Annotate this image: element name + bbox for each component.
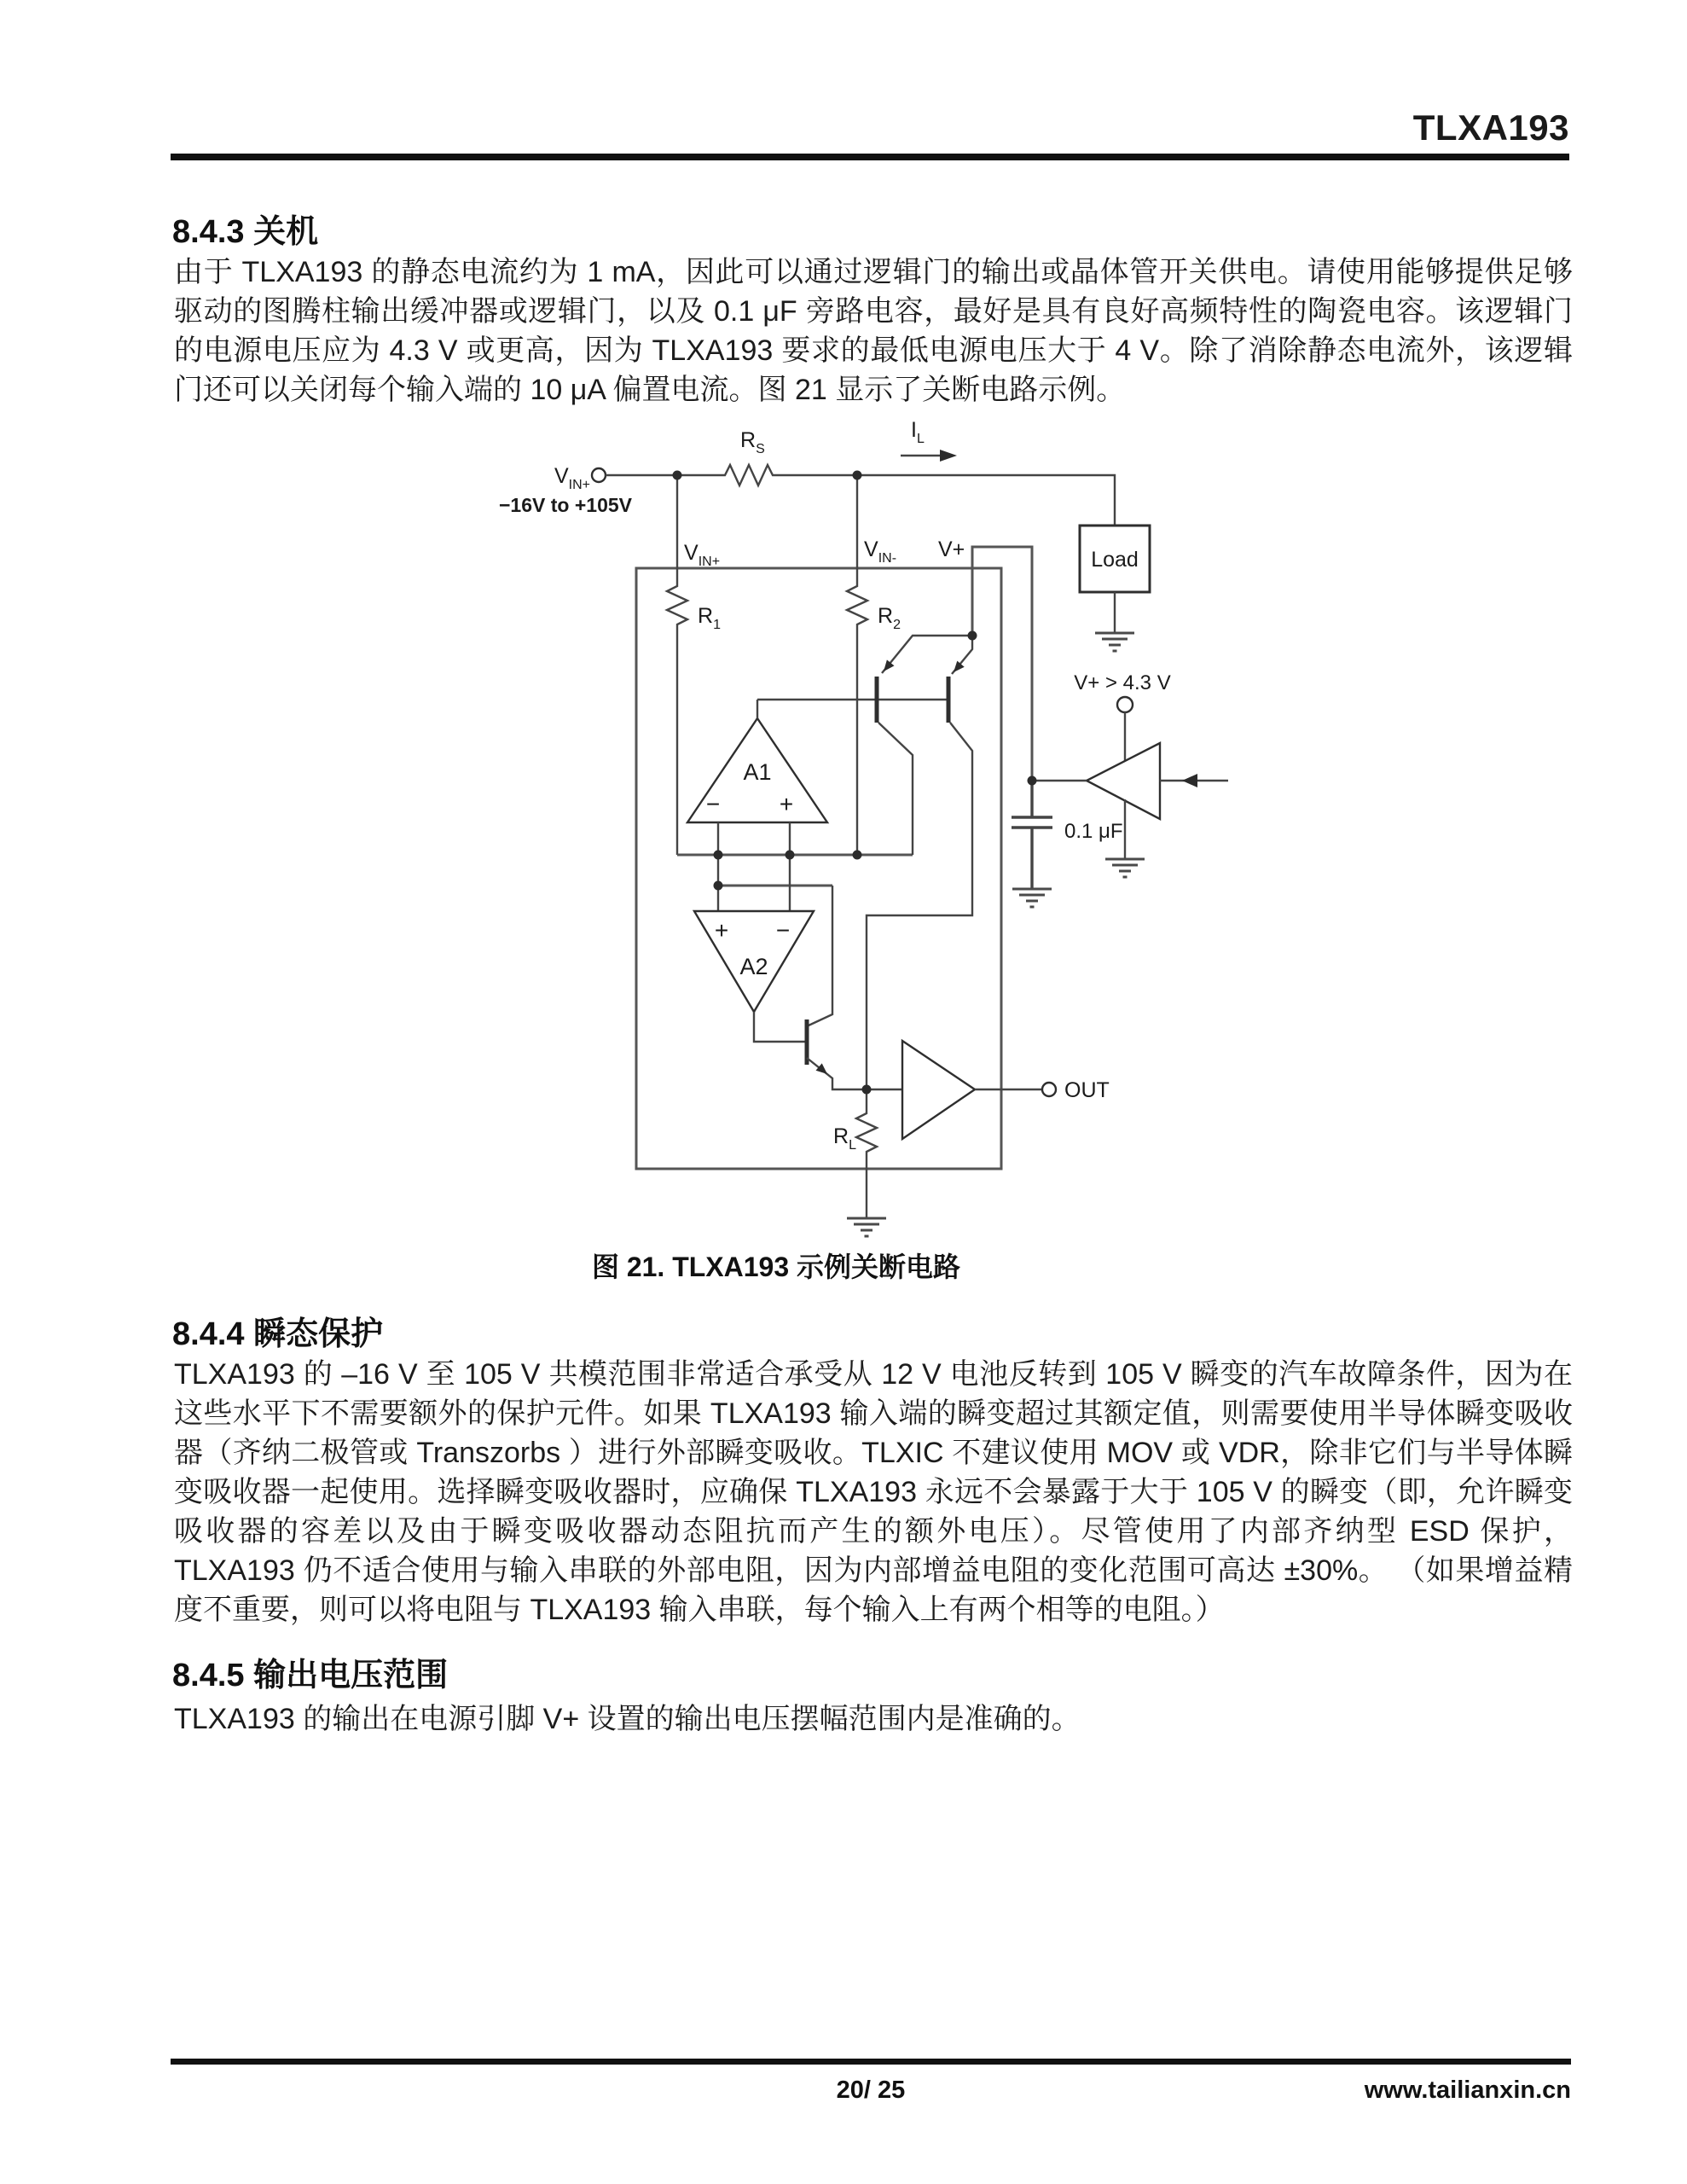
- label-a2-plus: +: [714, 917, 729, 944]
- label-vin-terminal: $V_{IN+}$: [554, 464, 590, 492]
- out-terminal-circle: [1042, 1083, 1056, 1096]
- logic-gate-triangle: [1087, 743, 1160, 819]
- label-a2: A2: [739, 954, 768, 979]
- resistor-rs: [716, 465, 783, 485]
- label-rl: $R_L$: [833, 1124, 856, 1153]
- wire-q3-collector: [809, 886, 832, 1025]
- section-heading-844: 8.4.4 瞬态保护: [172, 1316, 384, 1352]
- branch-r1: [667, 475, 687, 855]
- output-buffer-triangle: [902, 1041, 975, 1139]
- figure-caption: 图 21. TLXA193 示例关断电路: [591, 1252, 961, 1282]
- resistor-rl: [856, 1089, 877, 1218]
- figure-shutdown-circuit: [478, 410, 1245, 1246]
- label-vin-plus: $V_{IN+}$: [684, 541, 721, 569]
- npn-emitter-arrow-icon: [816, 1063, 828, 1074]
- vin-terminal-circle: [592, 468, 606, 482]
- wire-q3-emitter: [807, 1058, 867, 1089]
- ground-symbol-load: [1095, 633, 1134, 651]
- label-il: $I_L$: [911, 418, 925, 446]
- footer-rule: [171, 2059, 1571, 2065]
- label-r2: $R_2$: [878, 604, 901, 632]
- section-body-843: 由于 TLXA193 的静态电流约为 1 mA，因此可以通过逻辑门的输出或晶体管开关供电。请使用能够提供足够驱动的图腾柱输出缓冲器或逻辑门，以及 0.1 μF 旁路电容，最好是具有良好高频特性的陶瓷电容。该逻辑门的电源电压应为 4.3 V 或更高，因为 TLXA193 要求的最低电源电压大于 4 V。除了消除静态电流外，该逻辑门还可以关闭每个输入端的 10 μA 偏置电流。图 21 显示了关断电路示例。: [174, 256, 1573, 406]
- page-title: TLXA193: [1412, 107, 1569, 148]
- label-rs: $R_S$: [740, 428, 765, 456]
- label-vplus-min: V+ > 4.3 V: [1074, 671, 1171, 694]
- section-heading-843: 8.4.3 关机: [172, 214, 319, 250]
- ground-symbol-rl: [847, 1218, 886, 1236]
- label-load: Load: [1091, 548, 1139, 572]
- gate-input-arrow-icon: [1182, 774, 1197, 787]
- pnp-right-emitter-arrow-icon: [954, 661, 965, 672]
- wire-left-collector: [878, 723, 913, 855]
- ground-symbol-gate: [1105, 859, 1145, 877]
- label-out: OUT: [1064, 1078, 1110, 1102]
- section-body-844: TLXA193 的 –16 V 至 105 V 共模范围非常适合承受从 12 V 电池反转到 105 V 瞬变的汽车故障条件，因为在这些水平下不需要额外的保护元件。如果 TLXA193 输入端的瞬变超过其额定值，则需要使用半导体瞬变吸收器（齐纳二极管或 Transzorbs ）进行外部瞬变吸收。TLXIC 不建议使用 MOV 或 VDR，除非它们与半导体瞬变吸收器一起使用。选择瞬变吸收器时，应确保 TLXA193 永远不会暴露于大于 105 V 的瞬变（即，允许瞬变吸收器的容差以及由于瞬变吸收器动态阻抗而产生的额外电压）。尽管使用了内部齐纳型 ESD 保护， TLXA193 仍不适合使用与输入串联的外部电阻，因为内部增益电阻的变化范围可高达 ±30%。 （如果增益精度不重要，则可以将电阻与 TLXA193 输入串联，每个输入上有两个相等的电阻。）: [174, 1358, 1573, 1626]
- il-arrowhead-icon: [940, 450, 957, 462]
- label-r1: $R_1$: [698, 604, 721, 632]
- label-a1: A1: [743, 759, 772, 785]
- label-vin-minus: $V_{IN-}$: [864, 537, 897, 566]
- label-vplus: V+: [938, 537, 965, 561]
- branch-r2: [847, 475, 867, 855]
- wire-a2-to-q3: [754, 1012, 805, 1042]
- wire-top-rail-right: [783, 475, 1115, 526]
- section-body-845: TLXA193 的输出在电源引脚 V+ 设置的输出电压摆幅范围内是准确的。: [174, 1703, 1081, 1735]
- vplus-terminal-circle: [1117, 697, 1133, 712]
- label-a1-plus: +: [779, 791, 794, 817]
- label-bypass-cap: 0.1 μF: [1064, 820, 1123, 843]
- wire-mirror-output: [867, 723, 972, 1089]
- section-heading-845: 8.4.5 输出电压范围: [172, 1658, 449, 1693]
- label-a1-minus: −: [705, 791, 721, 817]
- ground-symbol-cap: [1012, 889, 1052, 907]
- label-a2-minus: −: [775, 917, 791, 944]
- website-url: www.tailianxin.cn: [1364, 2077, 1571, 2104]
- page-number: 20/ 25: [836, 2077, 906, 2104]
- label-vin-range: −16V to +105V: [499, 494, 632, 516]
- header-rule: [171, 154, 1569, 160]
- capacitor-bypass: [1012, 781, 1052, 889]
